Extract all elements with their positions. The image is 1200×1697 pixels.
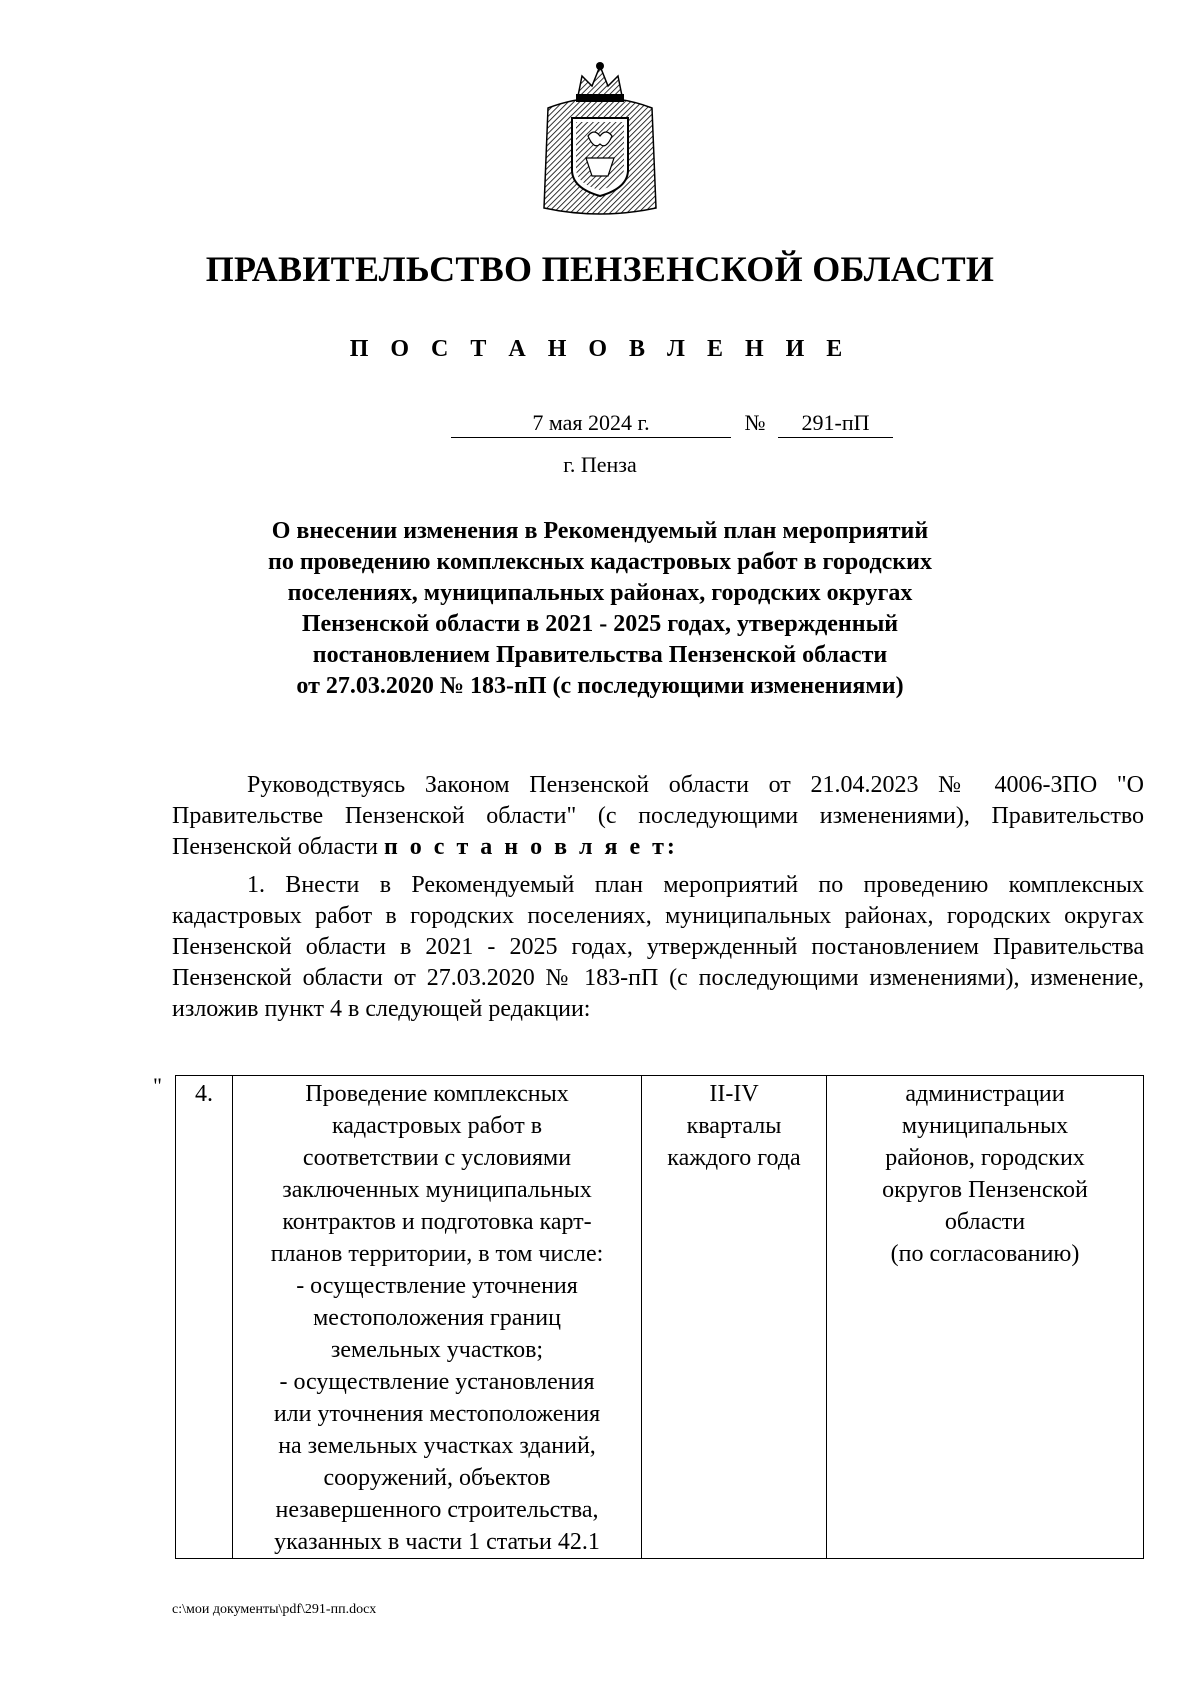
document-number: 291-пП xyxy=(778,410,893,438)
description-line: земельных участков; xyxy=(330,1337,544,1363)
description-line: указанных в части 1 статьи 42.1 xyxy=(274,1529,600,1555)
responsible-line: (по согласованию) xyxy=(890,1241,1080,1267)
responsible-line: муниципальных xyxy=(901,1113,1069,1139)
table-row xyxy=(176,1076,1144,1559)
resolves-word: п о с т а н о в л я е т: xyxy=(383,834,678,860)
title-line: по проведению комплексных кадастровых работ в городских xyxy=(268,549,932,575)
title-line: Пензенской области в 2021 - 2025 годах, утвержденный xyxy=(301,611,899,637)
number-sign: № xyxy=(744,410,766,435)
preamble-paragraph xyxy=(172,770,1144,863)
open-quote-mark: " xyxy=(153,1073,162,1098)
row-number-cell: 4. xyxy=(176,1076,233,1559)
document-date: 7 мая 2024 г. xyxy=(451,410,731,438)
responsible-line: районов, городских xyxy=(885,1145,1085,1171)
responsible-line: округов Пензенской xyxy=(882,1177,1088,1203)
city: г. Пенза xyxy=(563,452,637,477)
description-line: кадастровых работ в xyxy=(331,1113,543,1139)
title-line: от 27.03.2020 № 183-пП (с последующими изменениями) xyxy=(296,673,904,699)
description-line: контрактов и подготовка карт- xyxy=(282,1209,592,1235)
organization-title: ПРАВИТЕЛЬСТВО ПЕНЗЕНСКОЙ ОБЛАСТИ xyxy=(205,249,995,289)
title-line: О внесении изменения в Рекомендуемый план мероприятий xyxy=(271,518,929,544)
description-line: сооружений, объектов xyxy=(323,1465,551,1491)
document-title xyxy=(200,516,1000,702)
title-line: постановлением Правительства Пензенской области xyxy=(312,642,888,668)
responsible-line: администрации xyxy=(905,1081,1065,1107)
description-line: планов территории, в том числе: xyxy=(270,1241,604,1267)
document-type: П О С Т А Н О В Л Е Н И Е xyxy=(349,336,851,362)
title-line: поселениях, муниципальных районах, городских округах xyxy=(287,580,913,606)
description-line: - осуществление установления xyxy=(279,1369,595,1395)
responsible-line: области xyxy=(944,1209,1026,1235)
description-cell xyxy=(233,1076,642,1559)
term-cell xyxy=(642,1076,827,1559)
description-line: на земельных участках зданий, xyxy=(278,1433,596,1459)
description-line: заключенных муниципальных xyxy=(282,1177,592,1203)
term-line: II-IV xyxy=(709,1081,759,1107)
penza-coat-of-arms-icon xyxy=(538,58,662,218)
description-line: местоположения границ xyxy=(313,1305,561,1331)
item-1-paragraph: 1. Внести в Рекомендуемый план мероприятий по проведению комплексных кадастровых работ в городских поселениях, муниципальных районах, городских округах Пензенской области в 2021 - 2025 годах, утвержденный постановлением Правительства Пензенской области от 27.03.2020 № 183-пП (с последующими изменениями), изменение, изложив пункт 4 в следующей редакции: xyxy=(172,872,1144,1022)
responsible-cell xyxy=(827,1076,1144,1559)
preamble-text: Руководствуясь Законом Пензенской области от 21.04.2023 № 4006-ЗПО "О Правительстве Пензенской области" (с последующими изменениями), Правительство Пензенской области xyxy=(172,772,1144,860)
plan-table xyxy=(175,1075,1144,1559)
term-line: кварталы xyxy=(686,1113,782,1139)
file-path-footer: c:\мои документы\pdf\291-пп.docx xyxy=(172,1602,377,1617)
description-line: - осуществление уточнения xyxy=(296,1273,578,1299)
description-line: Проведение комплексных xyxy=(305,1081,569,1107)
description-line: или уточнения местоположения xyxy=(273,1401,601,1427)
term-line: каждого года xyxy=(667,1145,801,1171)
description-line: незавершенного строительства, xyxy=(275,1497,599,1523)
description-line: соответствии с условиями xyxy=(302,1145,572,1171)
